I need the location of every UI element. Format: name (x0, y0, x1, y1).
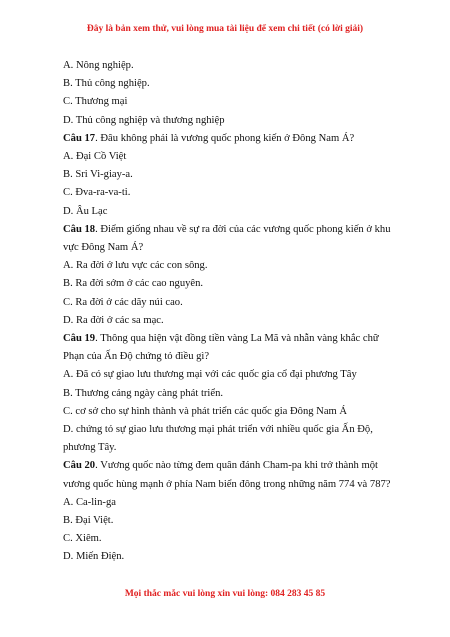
question-text: . Vương quốc nào từng đem quân đánh Cham-pa khi trở thành một vương quốc hùng mạnh ở phía Nam biển đông trong những năm 774 và 787? (63, 460, 391, 490)
answer-option: D. Thủ công nghiệp và thương nghiệp (63, 114, 225, 126)
question-number: Câu 17 (63, 132, 96, 144)
answer-option: C. Xiêm. (63, 533, 102, 545)
answer-option: A. Nông nghiệp. (63, 60, 134, 71)
contact-footer: Mọi thắc mắc vui lòng xin vui lòng: 084 283 45 85 (124, 589, 326, 599)
answer-option: B. Sri Vi-giay-a. (63, 169, 133, 181)
answer-option: A. Ra đời ở lưu vực các con sông. (63, 260, 208, 272)
question-18 (63, 221, 398, 257)
question-text: . Đâu không phải là vương quốc phong kiến ở Đông Nam Á? (95, 132, 355, 144)
question-number: Câu 20 (63, 460, 96, 472)
question-19 (63, 330, 398, 366)
answer-option: D. Ra đời ở các sa mạc. (63, 314, 164, 326)
answer-option: D. Âu Lạc (63, 205, 108, 217)
answer-option: B. Thủ công nghiệp. (63, 78, 150, 90)
question-number: Câu 18 (63, 223, 96, 235)
answer-option: D. chứng tỏ sự giao lưu thương mại phát triển với nhiều quốc gia Ấn Độ, phương Tây. (63, 424, 373, 454)
answer-option: A. Đại Cồ Việt (63, 151, 127, 163)
question-text: . Thông qua hiện vật đồng tiền vàng La Mã và nhẫn vàng khắc chữ Phạn của Ấn Độ chứng tỏ điều gì? (63, 333, 379, 363)
preview-notice-header: Đây là bản xem thử, vui lòng mua tài liệu để xem chi tiết (có lời giải) (86, 24, 364, 34)
answer-option: A. Đã có sự giao lưu thương mại với các quốc gia cổ đại phương Tây (63, 369, 357, 381)
answer-option: B. Đại Việt. (63, 515, 114, 527)
question-17 (63, 130, 398, 148)
answer-option: A. Ca-lin-ga (63, 496, 116, 508)
answer-option: C. cơ sở cho sự hình thành và phát triển các quốc gia Đông Nam Á (63, 405, 348, 417)
answer-option: C. Thương mại (63, 96, 128, 108)
answer-option: C. Ra đời ở các dãy núi cao. (63, 296, 183, 308)
question-20 (63, 457, 398, 493)
answer-option: D. Miến Điện. (63, 551, 125, 563)
question-text: . Điểm giống nhau về sự ra đời của các vương quốc phong kiến ở khu vực Đông Nam Á? (63, 223, 391, 254)
answer-option: C. Đva-ra-va-ti. (63, 187, 131, 199)
answer-option: B. Thương cảng ngày càng phát triển. (63, 387, 224, 399)
question-number: Câu 19 (63, 333, 96, 345)
question-content (63, 57, 398, 567)
answer-option: B. Ra đời sớm ở các cao nguyên. (63, 278, 204, 290)
